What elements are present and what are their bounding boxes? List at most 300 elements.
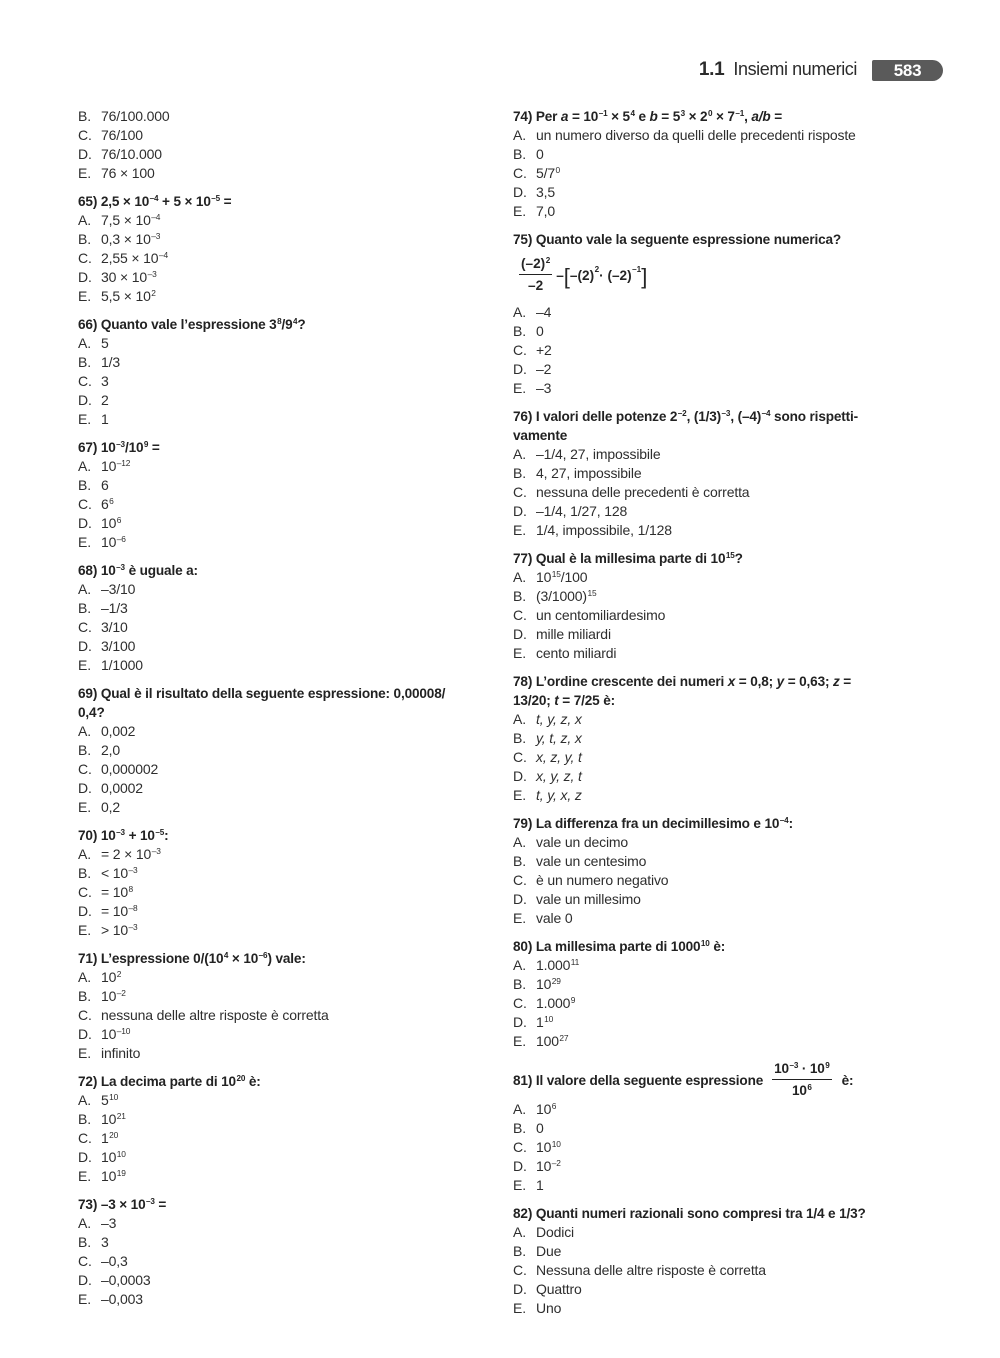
option-text — [536, 1033, 568, 1049]
answer-option-A — [513, 956, 923, 975]
answer-option-A — [513, 303, 923, 322]
option-text — [536, 465, 641, 481]
answer-option-A — [513, 1100, 923, 1119]
text-segment: 0,3 × 10 — [101, 231, 151, 247]
answer-option-E — [513, 909, 923, 928]
superscript-exponent: –3 — [116, 439, 125, 449]
option-text — [101, 619, 128, 635]
option-letter: D. — [78, 1272, 92, 1288]
option-letter: D. — [78, 269, 92, 285]
option-text — [101, 212, 160, 228]
answer-option-D — [78, 902, 488, 921]
text-segment: (3/1000) — [536, 588, 587, 604]
option-text — [536, 730, 582, 746]
option-text — [101, 1130, 118, 1146]
superscript-exponent: –3 — [128, 921, 138, 932]
text-segment: 10 — [101, 1149, 117, 1165]
answer-option-A — [513, 833, 923, 852]
text-segment: 1.000 — [536, 957, 571, 973]
answer-option-C — [78, 760, 488, 779]
answer-option-D — [78, 1025, 488, 1044]
text-segment: 80) La millesima parte di 1000 — [513, 939, 701, 954]
question-prompt — [78, 192, 488, 211]
superscript-exponent: –10 — [116, 1025, 131, 1036]
text-segment: vale un millesimo — [536, 891, 641, 907]
answer-option-B — [78, 476, 488, 495]
question-prompt — [513, 814, 923, 833]
answer-option-D — [78, 391, 488, 410]
fraction-numerator — [772, 1060, 831, 1080]
text-segment: 1 — [101, 411, 109, 427]
text-segment: 65) 2,5 × 10 — [78, 194, 150, 209]
option-text — [101, 988, 126, 1004]
text-segment: Quattro — [536, 1281, 582, 1297]
option-text — [101, 884, 133, 900]
text-segment: Due — [536, 1243, 562, 1259]
superscript-exponent: –4 — [779, 815, 789, 825]
option-text — [536, 323, 544, 339]
option-letter: E. — [513, 1300, 526, 1316]
text-segment: –1/4, 27, impossibile — [536, 446, 661, 462]
answer-option-B — [78, 987, 488, 1006]
option-text — [536, 1014, 553, 1030]
text-segment: 76/100 — [101, 127, 143, 143]
text-segment: mille miliardi — [536, 626, 611, 642]
text-segment: vale un centesimo — [536, 853, 647, 869]
expression: $\frac{(-2)^2}{-2}$ – [ –(2) 2 · (–2) –1 ] — [521, 255, 648, 293]
fraction-denominator — [526, 275, 545, 295]
text-segment: 67) 10 — [78, 440, 116, 455]
question-82 — [513, 1204, 923, 1318]
option-letter: E. — [513, 787, 526, 803]
text-segment: 76) I valori delle potenze 2 — [513, 409, 678, 424]
option-text — [101, 458, 130, 474]
option-letter: D. — [513, 361, 527, 377]
option-letter: D. — [78, 1026, 92, 1042]
text-segment: 5,5 × 10 — [101, 288, 151, 304]
option-text — [536, 1224, 574, 1240]
answer-option-E — [513, 1032, 923, 1051]
question-79 — [513, 814, 923, 928]
text-segment: Nessuna delle altre risposte è corretta — [536, 1262, 766, 1278]
answer-option-A — [513, 1223, 923, 1242]
text-segment: 3/10 — [101, 619, 128, 635]
italic-text: y, t, z, x — [536, 730, 582, 746]
option-letter: D. — [78, 1149, 92, 1165]
question-74 — [513, 107, 923, 221]
text-segment: nessuna delle precedenti è corretta — [536, 484, 750, 500]
answer-option-D — [513, 625, 923, 644]
option-letter: C. — [78, 1007, 92, 1023]
option-letter: C. — [78, 373, 92, 389]
text-segment: 3/100 — [101, 638, 136, 654]
section-number: 1.1 — [698, 59, 725, 80]
superscript-exponent: 19 — [116, 1167, 126, 1178]
option-letter: E. — [78, 288, 91, 304]
answer-option-B — [513, 852, 923, 871]
text-segment: 3,5 — [536, 184, 556, 200]
superscript-exponent: –8 — [128, 902, 138, 913]
answer-option-B — [78, 599, 488, 618]
option-text — [536, 853, 646, 869]
question-prompt — [513, 672, 923, 710]
text-segment: /9 — [281, 317, 293, 332]
text-segment: 7,0 — [536, 203, 556, 219]
text-segment: + 10 — [124, 828, 155, 843]
option-text — [101, 1291, 143, 1307]
superscript-exponent: –1 — [735, 108, 745, 118]
page-number-badge: 583 — [872, 60, 943, 81]
superscript-exponent: 29 — [551, 975, 561, 986]
option-text — [101, 638, 135, 654]
right-column — [513, 107, 923, 1327]
fraction — [519, 255, 552, 295]
answer-option-A — [78, 968, 488, 987]
question-prompt — [513, 407, 923, 445]
text-segment: 1/3 — [101, 354, 121, 370]
option-text — [536, 522, 672, 538]
question-68 — [78, 561, 488, 675]
question-76 — [513, 407, 923, 540]
option-text — [101, 1168, 126, 1184]
option-letter: B. — [513, 730, 526, 746]
option-text — [101, 1007, 329, 1023]
option-letter: A. — [78, 581, 91, 597]
text-segment: /10 — [124, 440, 144, 455]
answer-option-E — [78, 798, 488, 817]
question-prompt — [78, 315, 488, 334]
text-segment: 75) Quanto vale la seguente espressione numerica? — [513, 232, 842, 247]
option-letter: B. — [78, 354, 91, 370]
text-segment: = 0,8; — [735, 674, 777, 689]
option-letter: D. — [513, 1014, 527, 1030]
option-text — [536, 127, 856, 143]
option-text — [101, 1092, 118, 1108]
option-letter: D. — [513, 503, 527, 519]
question-65 — [78, 192, 488, 306]
option-text — [536, 768, 582, 784]
text-segment: –(2) — [569, 267, 595, 283]
text-segment: · (–2) — [599, 267, 632, 283]
question-73 — [78, 1195, 488, 1309]
option-letter: C. — [78, 619, 92, 635]
option-text — [101, 127, 143, 143]
answer-option-A — [78, 457, 488, 476]
option-text — [101, 1045, 140, 1061]
option-text — [536, 588, 596, 604]
text-segment: = 0,63; — [784, 674, 833, 689]
option-text — [101, 1234, 109, 1250]
answer-option-E — [513, 202, 923, 221]
superscript-exponent: 10 — [109, 1091, 119, 1102]
option-text — [536, 787, 582, 803]
option-text — [536, 1262, 766, 1278]
text-segment: vamente — [513, 428, 568, 443]
text-segment: è: — [841, 1072, 854, 1088]
fraction — [772, 1060, 831, 1100]
answer-option-E — [513, 379, 923, 398]
answer-option-A — [513, 568, 923, 587]
option-text — [101, 780, 143, 796]
section-title: Insiemi numerici — [733, 59, 857, 79]
text-segment: · 10 — [798, 1061, 825, 1076]
option-text — [536, 891, 641, 907]
text-segment: 76 × 100 — [101, 165, 155, 181]
text-segment: 3 — [101, 373, 109, 389]
superscript-exponent: –3 — [146, 1196, 155, 1206]
text-segment: infinito — [101, 1045, 141, 1061]
answer-option-C — [78, 618, 488, 637]
superscript-exponent: –5 — [211, 193, 221, 203]
text-segment: , (–4) — [730, 409, 762, 424]
option-text — [536, 361, 551, 377]
option-text — [101, 600, 128, 616]
option-letter: A. — [513, 127, 526, 143]
italic-text: a/b — [751, 109, 771, 124]
superscript-exponent: 8 — [128, 883, 134, 894]
option-letter: B. — [513, 465, 526, 481]
option-letter: A. — [78, 335, 91, 351]
question-80 — [513, 937, 923, 1051]
option-letter: C. — [78, 1253, 92, 1269]
option-text — [536, 1120, 544, 1136]
option-letter: C. — [513, 872, 527, 888]
option-text — [101, 761, 158, 777]
option-letter: C. — [78, 496, 92, 512]
option-text — [536, 203, 555, 219]
superscript-exponent: 9 — [570, 994, 576, 1005]
option-letter: A. — [78, 969, 91, 985]
option-text — [536, 1158, 561, 1174]
italic-text: x — [727, 674, 736, 689]
text-segment: 10 — [536, 1101, 552, 1117]
answer-option-D — [78, 145, 488, 164]
italic-text: y — [776, 674, 785, 689]
answer-option-B — [513, 464, 923, 483]
text-segment: 71) L’espressione 0/(10 — [78, 951, 224, 966]
option-text — [101, 723, 135, 739]
option-letter: D. — [513, 1281, 527, 1297]
option-letter: A. — [78, 1215, 91, 1231]
answer-option-D — [78, 1271, 488, 1290]
text-segment: Uno — [536, 1300, 562, 1316]
text-segment: 10 — [101, 534, 117, 550]
text-segment: /100 — [560, 569, 588, 585]
answer-option-D — [513, 1157, 923, 1176]
option-text — [101, 742, 120, 758]
text-segment: +2 — [536, 342, 552, 358]
question-69 — [78, 684, 488, 817]
answer-option-B — [78, 741, 488, 760]
text-segment: –1/3 — [101, 600, 128, 616]
option-letter: E. — [78, 411, 91, 427]
text-segment: 10 — [101, 988, 117, 1004]
superscript-exponent: –3 — [147, 268, 157, 279]
option-text — [536, 995, 575, 1011]
answer-option-B — [78, 107, 488, 126]
option-text — [101, 1111, 126, 1127]
answer-option-A — [78, 1091, 488, 1110]
option-text — [536, 1101, 556, 1117]
answer-option-E — [513, 1176, 923, 1195]
answer-option-B — [513, 587, 923, 606]
superscript-exponent: 0 — [707, 108, 713, 118]
answer-option-A — [78, 722, 488, 741]
answer-option-A — [513, 445, 923, 464]
text-segment: 1/1000 — [101, 657, 143, 673]
answer-option-B — [78, 353, 488, 372]
superscript-exponent: 15 — [587, 587, 597, 598]
superscript-exponent: –2 — [116, 987, 126, 998]
option-text — [101, 411, 109, 427]
text-segment: 0,2 — [101, 799, 121, 815]
text-segment: e — [634, 109, 650, 124]
superscript-exponent: 9 — [143, 439, 149, 449]
answer-option-C — [78, 1252, 488, 1271]
answer-option-E — [78, 533, 488, 552]
superscript-exponent: 2 — [116, 968, 122, 979]
option-text — [101, 903, 138, 919]
superscript-exponent: 15 — [725, 550, 735, 560]
answer-option-C — [513, 871, 923, 890]
option-letter: E. — [78, 165, 91, 181]
text-segment: 13/20; — [513, 693, 555, 708]
superscript-exponent: 20 — [236, 1073, 246, 1083]
superscript-exponent: 15 — [551, 568, 561, 579]
option-text — [536, 184, 555, 200]
superscript-exponent: 3 — [680, 108, 686, 118]
option-letter: C. — [513, 1139, 527, 1155]
option-text — [101, 165, 155, 181]
text-segment: = 10 — [568, 109, 599, 124]
superscript-exponent: 10 — [544, 1013, 554, 1024]
text-segment: × 2 — [685, 109, 708, 124]
superscript-exponent: –4 — [151, 211, 161, 222]
text-segment: 6 — [101, 496, 109, 512]
option-text — [536, 1139, 561, 1155]
answer-option-A — [78, 334, 488, 353]
text-segment: è uguale a: — [124, 563, 198, 578]
italic-text: t — [554, 693, 559, 708]
fraction-numerator — [519, 255, 552, 275]
superscript-exponent: 2 — [151, 287, 156, 298]
option-text — [101, 392, 109, 408]
text-segment: –0,0003 — [101, 1272, 151, 1288]
text-segment: 10 — [101, 1111, 117, 1127]
answer-option-E — [513, 521, 923, 540]
answer-option-C — [513, 341, 923, 360]
option-text — [536, 957, 579, 973]
answer-option-B — [513, 975, 923, 994]
option-text — [101, 288, 156, 304]
text-segment: è: — [709, 939, 726, 954]
text-segment: + 5 × 10 — [158, 194, 211, 209]
option-letter: E. — [513, 522, 526, 538]
text-segment: (–2) — [521, 256, 546, 271]
answer-option-A — [78, 845, 488, 864]
text-segment: 66) Quanto vale l’espressione 3 — [78, 317, 277, 332]
option-letter: C. — [513, 1262, 527, 1278]
superscript-exponent: 10 — [551, 1138, 561, 1149]
option-letter: D. — [513, 626, 527, 642]
answer-option-B — [513, 1242, 923, 1261]
option-letter: E. — [513, 203, 526, 219]
superscript-exponent: –1 — [598, 108, 608, 118]
answer-option-D — [78, 268, 488, 287]
option-text — [536, 1281, 582, 1297]
answer-option-C — [78, 495, 488, 514]
answer-option-B — [78, 1233, 488, 1252]
option-letter: C. — [78, 250, 92, 266]
option-letter: E. — [78, 1045, 91, 1061]
option-text — [101, 1253, 128, 1269]
option-text — [536, 910, 572, 926]
text-segment: un numero diverso da quelli delle precedenti risposte — [536, 127, 856, 143]
answer-option-D — [78, 779, 488, 798]
option-text — [101, 496, 114, 512]
italic-text: a — [560, 109, 569, 124]
text-segment: –3/10 — [101, 581, 136, 597]
option-letter: D. — [78, 515, 92, 531]
text-segment: sono rispetti- — [770, 409, 859, 424]
option-text — [101, 373, 109, 389]
option-letter: E. — [78, 799, 91, 815]
question-71 — [78, 949, 488, 1063]
text-segment: 76/10.000 — [101, 146, 162, 162]
option-letter: C. — [78, 1130, 92, 1146]
superscript-exponent: 27 — [559, 1032, 569, 1043]
option-letter: A. — [78, 1092, 91, 1108]
option-letter: E. — [513, 380, 526, 396]
text-segment: un centomiliardesimo — [536, 607, 666, 623]
answer-option-E — [513, 786, 923, 805]
answer-option-D — [513, 360, 923, 379]
option-letter: A. — [513, 711, 526, 727]
option-text — [536, 446, 660, 462]
option-letter: E. — [78, 657, 91, 673]
text-segment: vale un decimo — [536, 834, 629, 850]
text-segment: : — [164, 828, 169, 843]
text-segment: Dodici — [536, 1224, 575, 1240]
superscript-exponent: –2 — [551, 1157, 561, 1168]
text-segment: 10 — [101, 969, 117, 985]
question-64-cont — [78, 107, 488, 183]
text-segment: × 7 — [712, 109, 735, 124]
option-letter: D. — [78, 392, 92, 408]
superscript-exponent: 20 — [109, 1129, 119, 1140]
option-text — [536, 1300, 561, 1316]
superscript-exponent: –3 — [116, 562, 125, 572]
answer-option-E — [513, 644, 923, 663]
text-segment: < 10 — [101, 865, 129, 881]
text-segment: = 5 — [657, 109, 681, 124]
answer-option-E — [78, 1290, 488, 1309]
option-letter: A. — [513, 304, 526, 320]
text-segment: × 10 — [228, 951, 259, 966]
text-segment: 30 × 10 — [101, 269, 148, 285]
option-letter: B. — [513, 1243, 526, 1259]
option-letter: B. — [513, 323, 526, 339]
option-letter: B. — [78, 742, 91, 758]
option-text — [536, 484, 749, 500]
text-segment: – — [556, 267, 564, 283]
answer-option-D — [78, 514, 488, 533]
text-segment: = — [220, 194, 232, 209]
answer-option-C — [78, 126, 488, 145]
answer-option-E — [78, 410, 488, 429]
answer-option-A — [78, 1214, 488, 1233]
text-segment: = — [839, 674, 852, 689]
